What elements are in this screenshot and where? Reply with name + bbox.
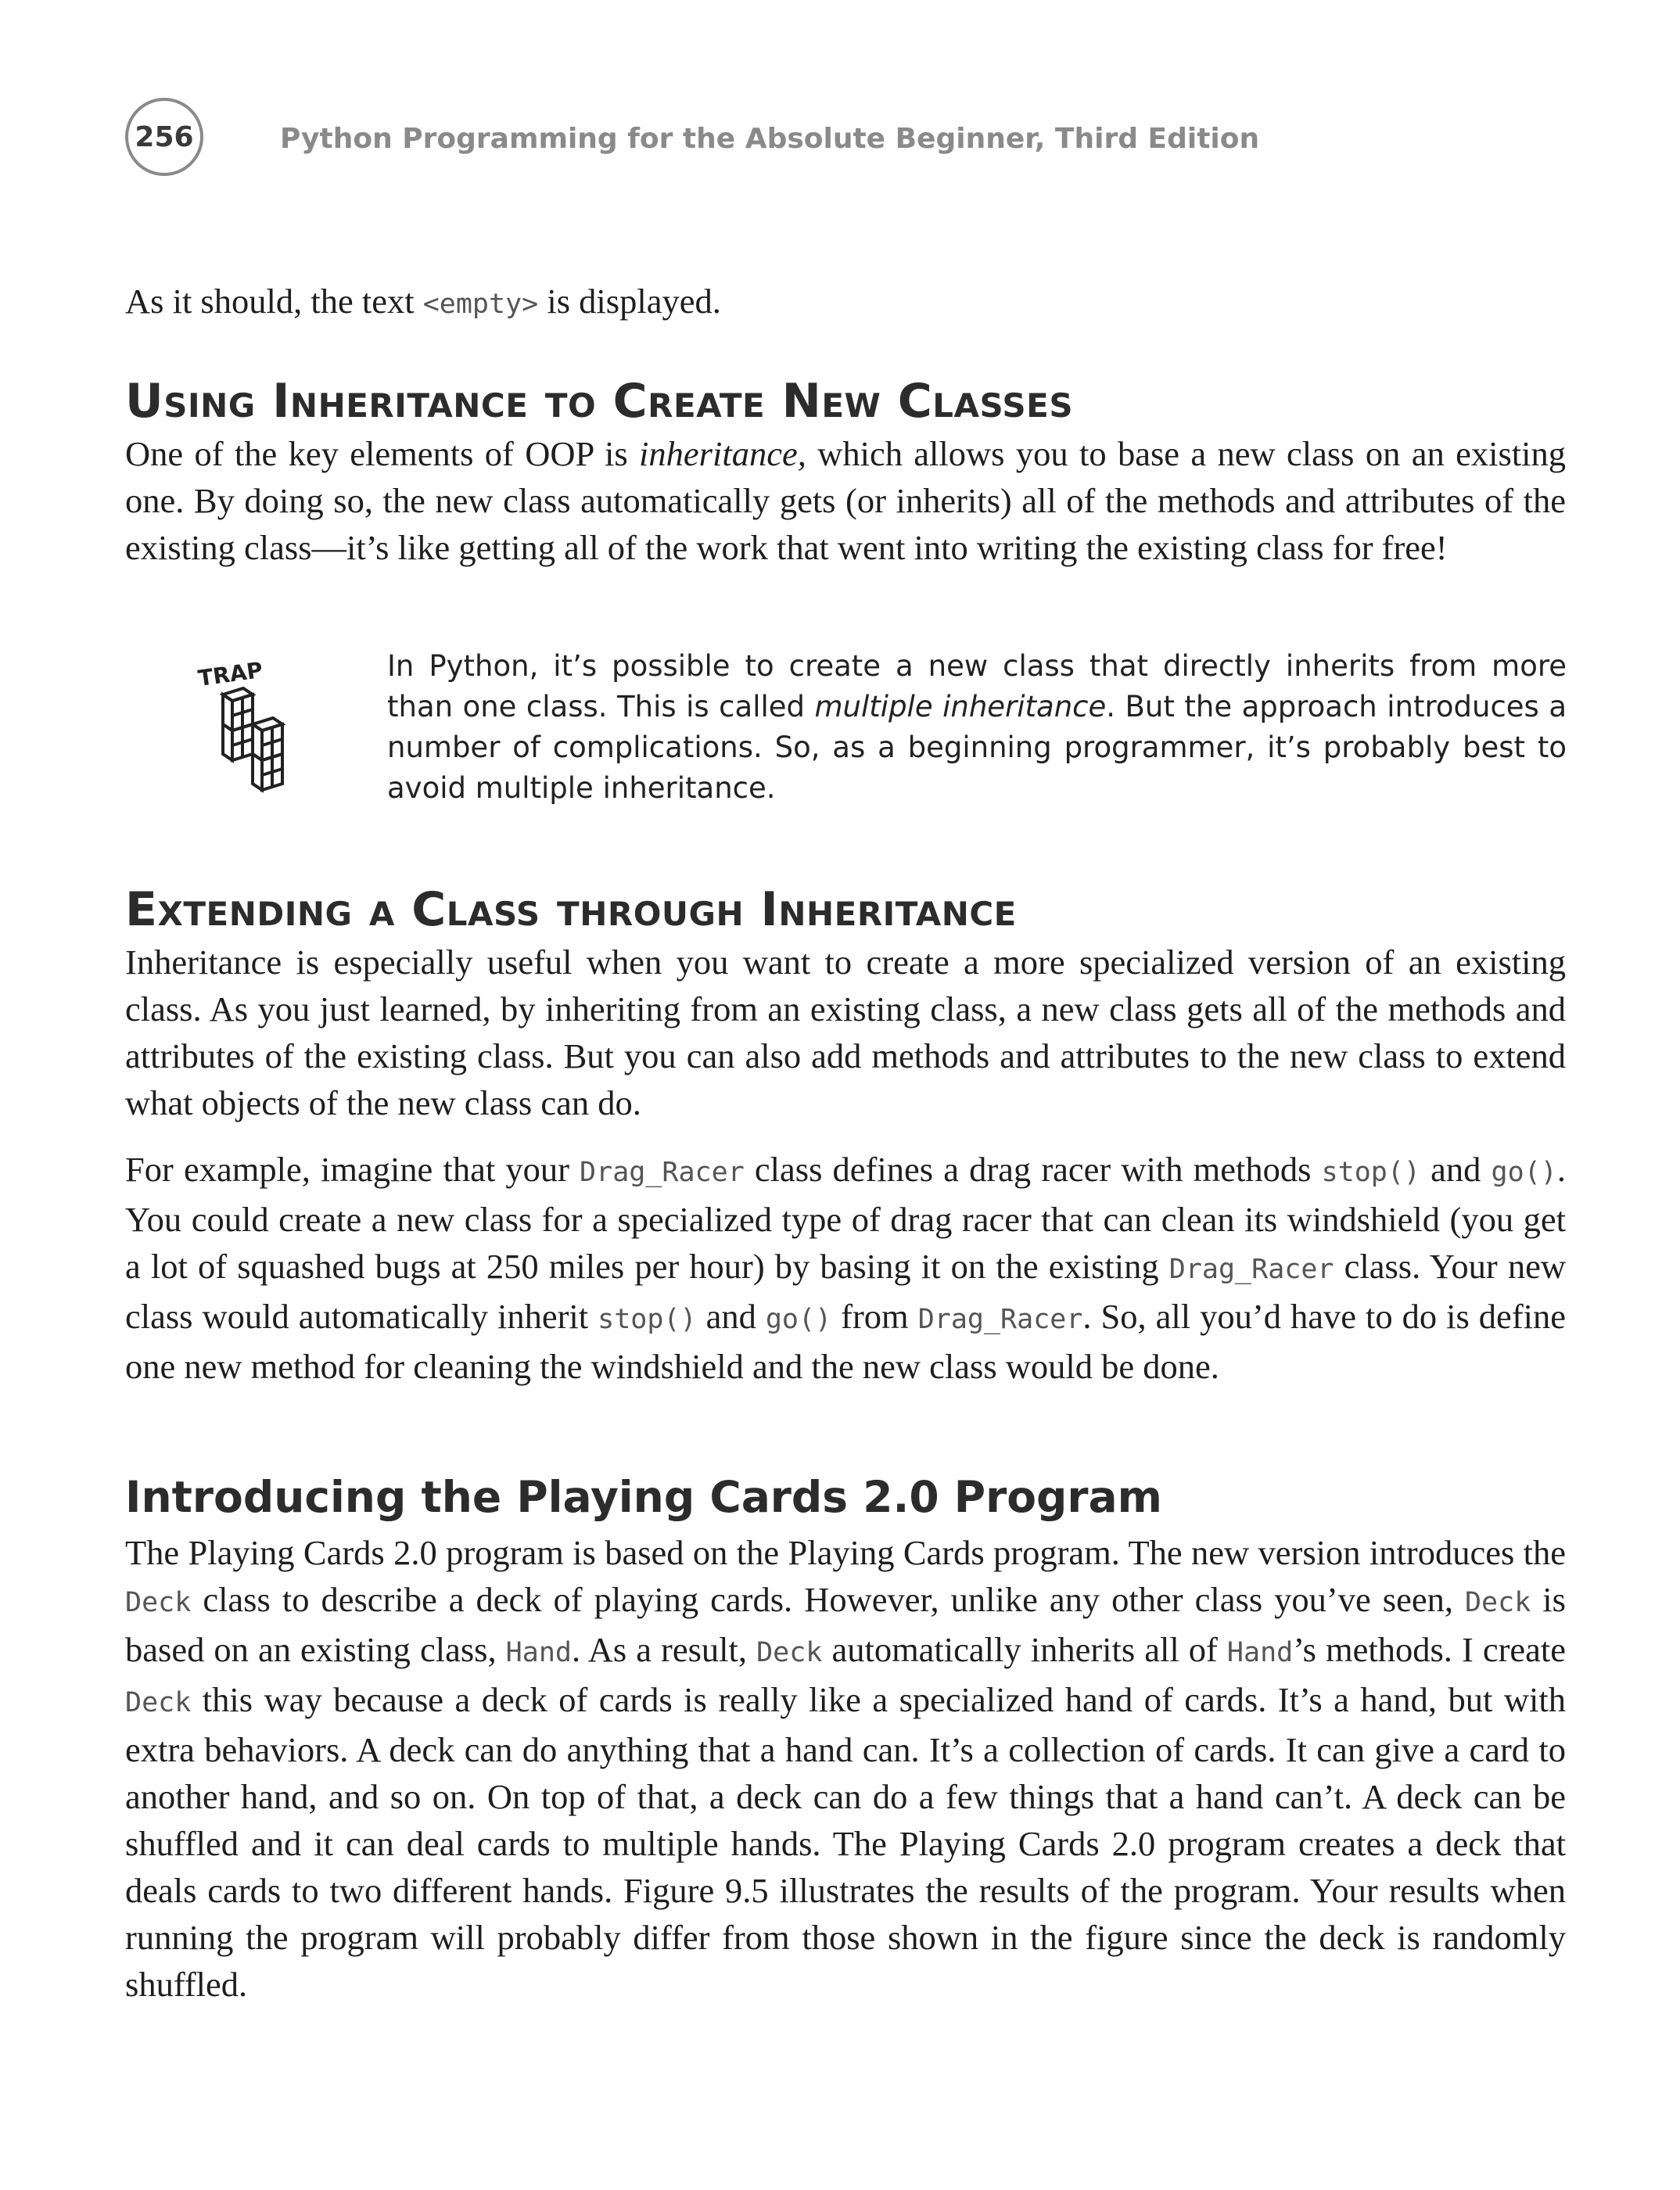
paragraph-text: from [831,1297,918,1336]
page-number: 256 [135,120,194,153]
running-head: Python Programming for the Absolute Beginner, Third Edition [280,123,1260,155]
section2-paragraph-2 [125,1146,1566,1390]
emphasis-term: inheritance, [639,434,806,473]
paragraph-text: For example, imagine that your [125,1150,580,1189]
inline-code: go() [1491,1157,1557,1188]
trap-callout-text [387,646,1567,809]
inline-code: go() [765,1304,832,1335]
callout-text: . But the approach introduces a number of complications. So, as a beginning programmer, it’s probably best to avoid multiple inheritance. [387,690,1567,805]
inline-code: Drag_Racer [580,1157,745,1188]
paragraph-text: . You could create a new class for a specialized type of drag racer that can clean its windshield (you get a lot of squashed bugs at 250 miles per hour) by basing it on the existing [125,1150,1566,1286]
paragraph-text: which allows you to base a new class on an existing one. By doing so, the new class automatically gets (or inherits) all of the methods and attributes of the existing class—it’s like getting all of the work that went into writing the existing class for free! [125,434,1567,567]
emphasis-term: multiple inheritance [814,690,1107,723]
inline-code: Drag_Racer [1168,1254,1334,1285]
paragraph-text: . So, all you’d have to do is define one new method for cleaning the windshield and the new class would be done. [125,1297,1566,1386]
inline-code: Deck [125,1587,192,1618]
paragraph-text: ’s methods. I create [1293,1630,1567,1669]
section2-paragraph-1: Inheritance is especially useful when you want to create a more specialized version of an existing class. As you just learned, by inheriting from an existing class, a new class gets all of the methods and attributes of the existing class. But you can also add methods and attributes to the new class to extend what objects of the new class can do. [125,942,1566,1122]
inline-code: Deck [756,1637,823,1668]
trap-callout-icon [192,649,332,806]
inline-code: Hand [1226,1637,1294,1668]
inline-code: Deck [125,1687,192,1718]
inline-code: stop() [598,1304,697,1335]
callout-text: In Python, it’s possible to create a new class that directly inherits from more than one class. This is called [387,649,1567,723]
paragraph-text: class. Your new class would automatically inherit [125,1247,1566,1336]
paragraph-text: and [696,1297,766,1336]
trap-blocks-icon [192,649,332,806]
inline-code: <empty> [422,289,539,320]
section3-paragraph [125,1529,1566,2008]
section-heading-inheritance: Using Inheritance to Create New Classes [125,374,1074,429]
paragraph-text: The Playing Cards 2.0 program is based on the Playing Cards program. The new version introduces the [125,1533,1566,1572]
paragraph-text: . As a result, [571,1630,757,1669]
paragraph-text: class to describe a deck of playing cards. However, unlike any other class you’ve seen, [191,1580,1465,1619]
intro-text: As it should, the text [125,282,423,321]
section-heading-extending: Extending a Class through Inheritance [125,882,1017,937]
inline-code: Deck [1464,1587,1531,1618]
paragraph-text: class defines a drag racer with methods [744,1150,1322,1189]
inline-code: Drag_Racer [917,1304,1083,1335]
paragraph-text: and [1420,1150,1492,1189]
paragraph-text: is based on an existing class, [125,1580,1566,1669]
inline-code: stop() [1321,1157,1420,1188]
intro-text: is displayed. [538,282,721,321]
trap-label: TRAP [196,656,264,692]
intro-paragraph [125,278,1566,328]
paragraph-text: this way because a deck of cards is really like a specialized hand of cards. It’s a hand, but with extra behaviors. A deck can do anything that a hand can. It’s a collection of cards. It can give a card to another hand, and so on. On top of that, a deck can do a few things that a hand can’t. A deck can be shuffled and it can deal cards to multiple hands. The Playing Cards 2.0 program creates a deck that deals cards to two different hands. Figure 9.5 illustrates the results of the program. Your results when running the program will probably differ from those shown in the figure since the deck is randomly shuffled. [125,1680,1566,2004]
inline-code: Hand [505,1637,572,1668]
section1-paragraph [125,430,1566,571]
paragraph-text: automatically inherits all of [822,1630,1227,1669]
paragraph-text: One of the key elements of OOP is [125,434,640,473]
section-heading-playing-cards: Introducing the Playing Cards 2.0 Program [125,1472,1162,1522]
page-number-badge [125,98,203,176]
